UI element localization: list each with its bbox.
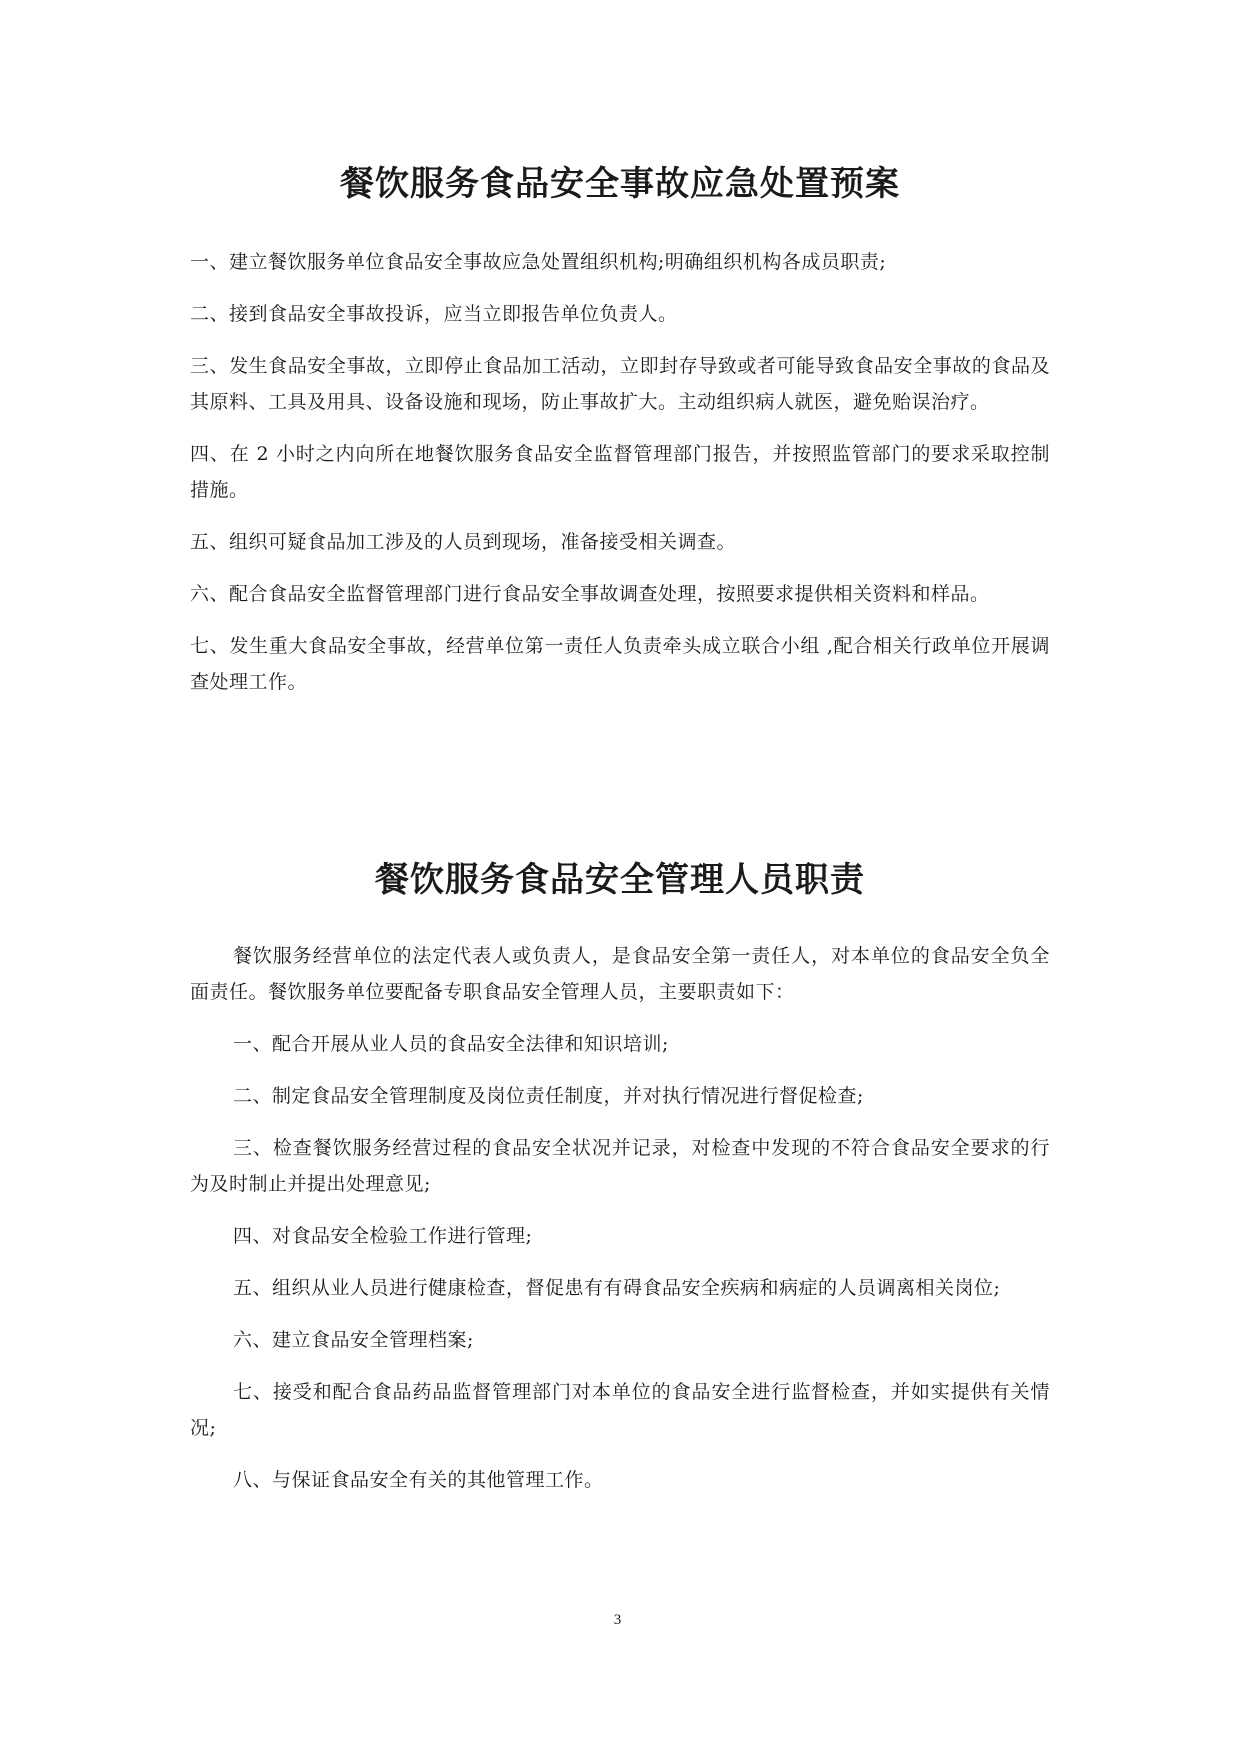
duty-item-5: 五、组织从业人员进行健康检查，督促患有有碍食品安全疾病和病症的人员调离相关岗位; — [233, 1277, 1001, 1299]
duty-item-2: 二、制定食品安全管理制度及岗位责任制度，并对执行情况进行督促检查; — [233, 1085, 864, 1107]
manager-duties-body — [190, 938, 1050, 1514]
page-number: 3 — [613, 1612, 622, 1628]
emergency-item-7: 七、发生重大食品安全事故，经营单位第一责任人负责牵头成立联合小组 ,配合相关行政单位开展调查处理工作。 — [190, 635, 1050, 693]
duty-item-1: 一、配合开展从业人员的食品安全法律和知识培训; — [233, 1033, 669, 1055]
emergency-item-6: 六、配合食品安全监督管理部门进行食品安全事故调查处理，按照要求提供相关资料和样品。 — [190, 583, 990, 605]
duty-item-3: 三、检查餐饮服务经营过程的食品安全状况并记录，对检查中发现的不符合食品安全要求的行为及时制止并提出处理意见; — [190, 1137, 1050, 1195]
duty-item-6: 六、建立食品安全管理档案; — [233, 1329, 474, 1351]
duty-item-7: 七、接受和配合食品药品监督管理部门对本单位的食品安全进行监督检查，并如实提供有关情况; — [190, 1381, 1050, 1439]
section-title-manager-duties: 餐饮服务食品安全管理人员职责 — [375, 860, 865, 900]
emergency-item-1: 一、建立餐饮服务单位食品安全事故应急处置组织机构;明确组织机构各成员职责; — [190, 251, 887, 273]
emergency-item-4: 四、在 2 小时之内向所在地餐饮服务食品安全监督管理部门报告，并按照监管部门的要求采取控制措施。 — [190, 443, 1050, 501]
duties-intro: 餐饮服务经营单位的法定代表人或负责人，是食品安全第一责任人，对本单位的食品安全负全面责任。餐饮服务单位要配备专职食品安全管理人员，主要职责如下： — [190, 945, 1050, 1003]
emergency-item-3: 三、发生食品安全事故，立即停止食品加工活动，立即封存导致或者可能导致食品安全事故的食品及其原料、工具及用具、设备设施和现场，防止事故扩大。主动组织病人就医，避免贻误治疗。 — [190, 355, 1050, 413]
emergency-item-5: 五、组织可疑食品加工涉及的人员到现场，准备接受相关调查。 — [190, 531, 737, 553]
duty-item-4: 四、对食品安全检验工作进行管理; — [233, 1225, 533, 1247]
emergency-item-2: 二、接到食品安全事故投诉，应当立即报告单位负责人。 — [190, 303, 678, 325]
emergency-plan-body — [190, 244, 1050, 716]
section-title-emergency-plan: 餐饮服务食品安全事故应急处置预案 — [340, 164, 900, 204]
duty-item-8: 八、与保证食品安全有关的其他管理工作。 — [233, 1469, 604, 1491]
